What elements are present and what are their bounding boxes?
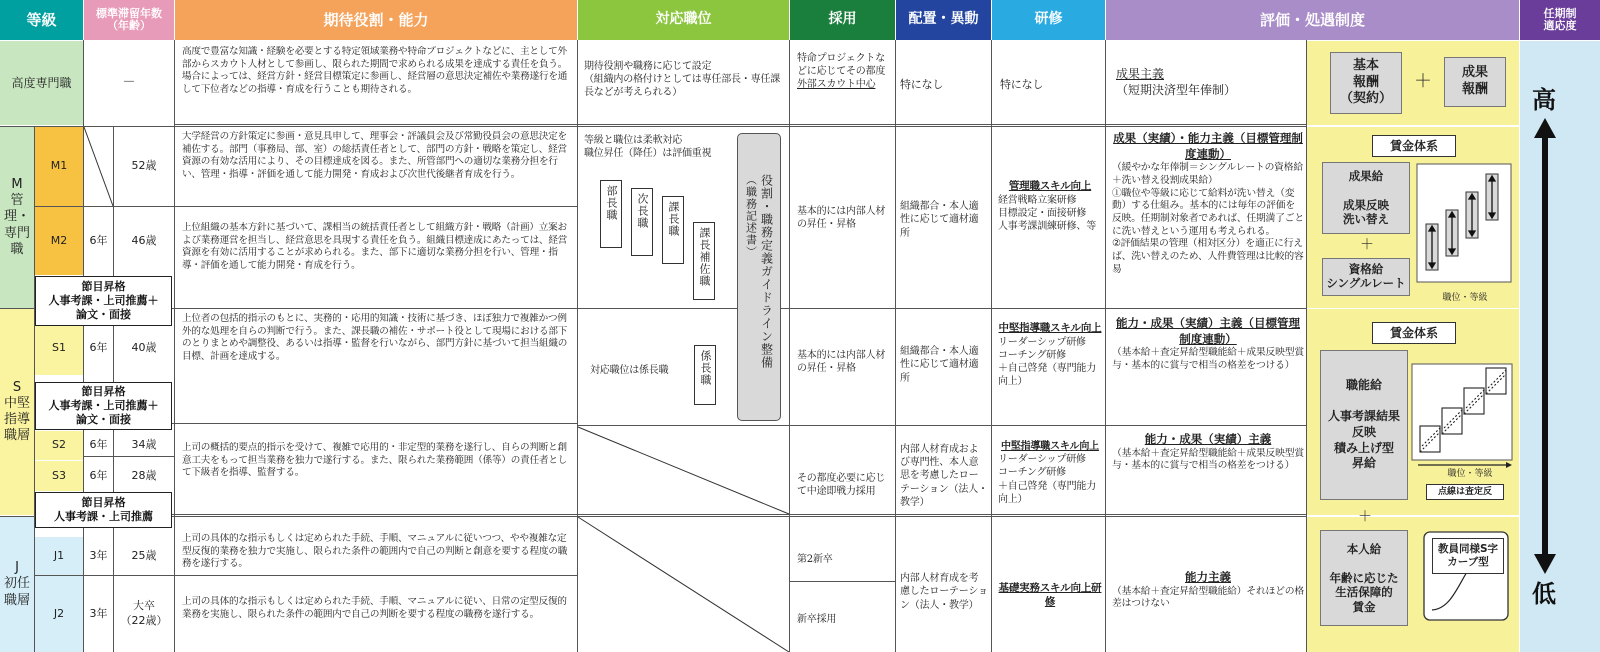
grade-s2: S2 [35, 431, 83, 460]
training-advanced: 特になし [1000, 77, 1044, 91]
header-years: 標準滞留年数 （年齢） [84, 0, 174, 40]
pay-base-box: 基本 報酬 （契約） [1330, 52, 1402, 114]
pay-title-m: 賃金体系 [1372, 135, 1456, 157]
placement-m: 組織都合・本人適性に応じて適材適所 [900, 201, 979, 239]
training-s23 [998, 440, 1102, 520]
eval-advanced-sub: （短期決済型年俸制） [1116, 83, 1237, 98]
years-advanced: － [84, 41, 174, 125]
post-box-jicho: 次長職 [631, 188, 653, 256]
placement-j: 内部人材育成を考慮したローテーション（法人・教学） [900, 573, 988, 611]
grade-j2: J2 [35, 576, 83, 652]
tenure-high: 高 [1532, 85, 1556, 114]
post-box-kakaricho: 係長職 [694, 345, 716, 405]
pay-title-s: 賃金体系 [1372, 322, 1456, 344]
pay-axis-s: 職位・等級 [1447, 468, 1493, 479]
promotion-box-s: 節目昇格 人事考課・上司推薦＋ 論文・面接 [35, 382, 172, 430]
group-j: J 初任職層 [0, 517, 34, 652]
grade-j1: J1 [35, 537, 83, 575]
placement-s1: 組織都合・本人適性に応じて適材適所 [900, 346, 979, 384]
pay-plus-m: ＋ [1360, 237, 1374, 253]
age-s3: 28歳 [131, 468, 157, 482]
training-j: 基礎実務スキル向上研修 [998, 582, 1102, 608]
years-j1: 3年 [89, 548, 108, 562]
years-s2: 6年 [89, 438, 108, 452]
hiring-m: 基本的には内部人材の昇任・昇格 [797, 205, 886, 230]
expected-m1: 大学経営の方針策定に参画・意見具申して、理事会・評議員会及び常勤役員会の意思決定を補佐する。部門（事務局、部、室）の総括責任者として、部門の方針・戦略を策定し、経営資源の有効な活用により、その目標達成を図る。また、所管部門への適切な業務分担を行い、管理・指導・評価を通して能力開発・育成および次世代後継者育成を行う。 [182, 131, 567, 180]
expected-j1: 上司の具体的な指示もしくは定められた手続、手順、マニュアルに従いつつ、やや複雑な定型反復的業務を独力で実施し、限られた条件の範囲内で自己の判断と創意を要する程度の職務を遂行する。 [182, 533, 568, 570]
post-m-note: 等級と職位は柔軟対応 職位昇任（降任）は評価重視 [584, 135, 712, 160]
expected-m2: 上位組織の基本方針に基づいて、課相当の統括責任者として組織方針・戦略（計画）立案および業務運営を担当し、経営意思を具現する責任を負う。組織目標達成にあたっては、経営資源を有効に活用することが求められる。また、部下に適切な業務分担を行い、管理・指導・評価を通して能力開発・育成を行う。 [182, 222, 568, 271]
eval-advanced-title: 成果主義 [1116, 67, 1165, 81]
pay-axis-m: 職位・等級 [1442, 292, 1488, 303]
eval-s23-body: （基本給＋査定昇給型職能給＋成果反映型賞与・基本的に賞与で相当の格差をつける） [1112, 447, 1304, 472]
grade-s3: S3 [35, 461, 83, 491]
training-s23-title: 中堅指導職スキル向上 [1001, 441, 1099, 452]
post-s-note: 対応職位は係長職 [590, 365, 669, 376]
tenure-arrow [1530, 118, 1560, 574]
eval-m [1112, 131, 1304, 303]
expected-advanced: 高度で豊富な知識・経験を必要とする特定領域業務や特命プロジェクトなどに、主として外部からスカウト人材として参画し、限られた期間で求められる成果を達成する責任を負う。場合によっては、経営方針・経営目標策定に参画し、経営層の意思決定補佐や業務遂行を通して下位者などの指導・育成を行うことも期待される。 [182, 46, 568, 95]
years-j2: 3年 [89, 606, 108, 620]
eval-s23-title: 能力・成果（実績）主義 [1144, 432, 1272, 446]
training-m-body: 経営戦略立案研修 目標設定・面接研修 人事考課訓練研修、等 [998, 194, 1096, 233]
guideline-sub: （職務記述書） [744, 174, 758, 258]
pay-result-box: 成果 報酬 [1444, 57, 1506, 107]
pay-box-honninkyu: 本人給 年齢に応じた 生活保障的 賃金 [1320, 530, 1408, 626]
hiring-s23: その都度必要に応じて中途即戦力採用 [797, 472, 886, 497]
training-s1-title: 中堅指導職スキル向上 [998, 322, 1102, 334]
post-box-kacho-hosa: 課長補佐職 [693, 222, 715, 300]
header-grade: 等級 [0, 0, 83, 40]
pay-box-shikaku: 資格給 シングルレート [1322, 258, 1410, 296]
eval-m-body: （緩やかな年俸制＝シングルレートの資格給＋洗い替え役割成果給） ①職位や等級に応じて給料が洗い替え（変動）する仕組み。基本的には毎年の評価を反映。任期制対象者であれば、任期満了ごとに洗い替えという運用も考えられる。 ②評価結果の管理（相対区分）を適正に行えば、洗い替えのため、人件費管理は比較的容易 [1112, 162, 1304, 275]
hiring-advanced [797, 52, 891, 122]
pay-note-s: 点線は査定反 [1426, 484, 1504, 500]
grade-m1: M1 [35, 127, 83, 206]
hiring-j2: 新卒採用 [797, 614, 837, 626]
years-s1: 6年 [89, 341, 108, 355]
expected-s1: 上位者の包括的指示のもとに、実務的・応用的知識・技術に基づき、ほぼ独力で複雑かつ例外的な処理を自らの判断で行う。また、課長職の補佐・サポート役として現場における部下のとりまとめや調整役、あるいは指導・監督を行いながら、部門方針に基づいて担当組織の目標、計画を達成する。 [182, 313, 568, 362]
grade-m2: M2 [35, 207, 83, 275]
promotion-box-j: 節目昇格 人事考課・上司推薦 [35, 492, 172, 528]
age-j1: 25歳 [131, 548, 157, 562]
header-evaluation: 評価・処遇制度 [1106, 0, 1519, 40]
hiring-j1: 第2新卒 [797, 554, 833, 566]
tenure-low: 低 [1532, 579, 1556, 608]
guideline-box [737, 133, 781, 421]
post-advanced: 期待役割や職務に応じて設定 （組織内の格付けとしては専任部長・専任課長などが考えられる） [584, 61, 780, 99]
promotion-box-m: 節目昇格 人事考課・上司推薦＋ 論文・面接 [35, 276, 172, 326]
group-m: M 管理・専門職 [0, 127, 34, 308]
age-m2: 46歳 [131, 233, 157, 247]
post-box-bucho: 部長職 [600, 180, 622, 248]
expected-j2: 上司の具体的な指示もしくは定められた手続、手順、マニュアルに従い、日常の定型反復的業務を実施し、限られた条件の範囲内で自己の判断を要する程度の職務を遂行する。 [182, 596, 567, 620]
age-s2: 34歳 [131, 438, 157, 452]
guideline-label: 役割・職務定義ガイドライン整備 [759, 174, 774, 369]
pay-box-seika: 成果給 成果反映 洗い替え [1322, 162, 1410, 234]
age-m1: 52歳 [131, 159, 157, 173]
header-training: 研修 [992, 0, 1105, 40]
pay-curve-label: 教員同様S字カーブ型 [1432, 538, 1504, 574]
header-tenure: 任期制 適応度 [1520, 0, 1600, 40]
eval-advanced [1116, 66, 1302, 106]
training-m [998, 180, 1102, 260]
placement-advanced: 特になし [900, 77, 944, 91]
eval-m-title: 成果（実績）・能力主義（目標管理制度連動） [1113, 131, 1303, 161]
training-s23-body: リーダーシップ研修 コーチング研修 ＋自己啓発（専門能力向上） [998, 454, 1096, 505]
post-box-kacho: 課長職 [662, 196, 684, 264]
eval-s1 [1112, 316, 1304, 386]
eval-j-body: （基本給＋査定昇給型職能給）それほどの格差はつけない [1112, 585, 1304, 610]
group-s: S 中堅指導職層 [0, 309, 34, 515]
years-s3: 6年 [89, 468, 108, 482]
pay-plus-advanced: ＋ [1414, 70, 1432, 92]
pay-box-shokuno: 職能給 人事考課結果 反映 積み上げ型 昇給 [1320, 350, 1408, 500]
hiring-advanced-b: 外部スカウト中心 [797, 79, 876, 91]
years-m2: 6年 [89, 233, 108, 247]
hiring-advanced-a: 特命プロジェクトなどに応じてその都度 [797, 53, 886, 78]
grade-advanced: 高度専門職 [0, 41, 83, 125]
training-s1-body: リーダーシップ研修 コーチング研修 ＋自己啓発（専門能力向上） [998, 336, 1096, 388]
age-j2: 大卒 （22歳） [120, 599, 168, 627]
header-hiring: 採用 [790, 0, 895, 40]
pay-chart-m [1414, 162, 1514, 286]
pay-chart-s [1410, 362, 1514, 470]
hiring-s1: 基本的には内部人材の昇任・昇格 [797, 349, 886, 374]
placement-s23: 内部人材育成および専門性、本人意思を考慮したローテーション（法人・教学） [900, 444, 988, 508]
training-s1 [998, 322, 1102, 412]
eval-s23 [1112, 432, 1304, 502]
eval-j [1112, 570, 1304, 630]
eval-s1-title: 能力・成果（実績）主義（目標管理制度連動） [1116, 316, 1300, 346]
training-m-title: 管理職スキル向上 [1008, 180, 1092, 192]
header-placement: 配置・異動 [896, 0, 991, 40]
age-s1: 40歳 [131, 341, 157, 355]
eval-j-title: 能力主義 [1185, 570, 1231, 584]
header-post: 対応職位 [578, 0, 789, 40]
grade-s1: S1 [35, 322, 83, 375]
header-expected: 期待役割・能力 [175, 0, 577, 40]
pay-plus-s: ＋ [1358, 508, 1372, 525]
eval-s1-body: （基本給＋査定昇給型職能給＋成果反映型賞与・基本的に賞与で相当の格差をつける） [1112, 347, 1304, 371]
expected-s23: 上司の概括的要点的指示を受けて、複雑で応用的・非定型的業務を遂行し、自らの判断と創意工夫をもって担当業務を独力で遂行する。また、限られた業務範囲（係等）の責任者として下級者を指導、監督する。 [182, 442, 568, 479]
